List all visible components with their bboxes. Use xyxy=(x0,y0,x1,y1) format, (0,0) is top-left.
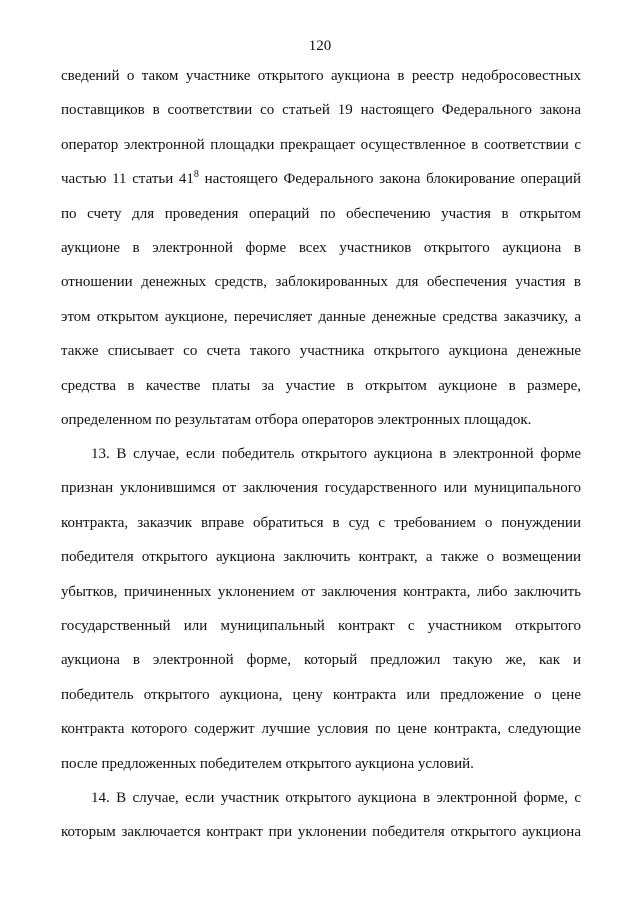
text-line: контракта, заказчик вправе обратиться в суд с требованием о понуждении xyxy=(61,514,581,531)
text-line: 14. В случае, если участник открытого аукциона в электронной форме, с xyxy=(91,790,581,806)
text-line: сведений о таком участнике открытого аукциона в реестр недобросовестных xyxy=(61,68,581,84)
line-text-before-superscript: частью 11 статьи 41 xyxy=(61,171,194,188)
page-number: 120 xyxy=(308,38,332,54)
text-line: поставщиков в соответствии со статьей 19 настоящего Федерального закона xyxy=(61,102,581,119)
paragraph-14 xyxy=(61,781,581,850)
text-line: аукционе в электронной форме всех участников открытого аукциона в xyxy=(61,239,581,256)
text-line: контракта которого содержит лучшие условия по цене контракта, следующие xyxy=(61,721,581,738)
text-line: победителя открытого аукциона заключить контракт, а также о возмещении xyxy=(61,549,581,566)
text-line: убытков, причиненных уклонением от заключения контракта, либо заключить xyxy=(61,583,581,600)
text-line: средства в качестве платы за участие в открытом аукционе в размере, xyxy=(61,377,581,394)
text-line: отношении денежных средств, заблокированных для обеспечения участия в xyxy=(61,274,581,291)
text-line: определенном по результатам отбора операторов электронных площадок. xyxy=(61,411,532,428)
text-line: которым заключается контракт при уклонении победителя открытого аукциона xyxy=(61,824,581,841)
paragraph-13 xyxy=(61,437,581,781)
text-line: аукциона в электронной форме, который предложил такую же, как и xyxy=(61,652,581,669)
paragraph-continued xyxy=(61,59,581,437)
text-line: после предложенных победителем открытого аукциона условий. xyxy=(61,755,474,772)
text-line: победитель открытого аукциона, цену контракта или предложение о цене xyxy=(61,686,581,703)
text-line: этом открытом аукционе, перечисляет данные денежные средства заказчику, а xyxy=(61,308,581,325)
text-line xyxy=(61,162,581,196)
text-line: государственный или муниципальный контракт с участником открытого xyxy=(61,617,581,634)
superscript: 8 xyxy=(193,169,199,181)
text-line: по счету для проведения операций по обеспечению участия в открытом xyxy=(61,205,581,222)
text-line: признан уклонившимся от заключения государственного или муниципального xyxy=(61,480,581,497)
text-line: оператор электронной площадки прекращает осуществленное в соответствии с xyxy=(61,136,581,153)
text-line: также списывает со счета такого участника открытого аукциона денежные xyxy=(61,343,581,360)
line-text-after-superscript: настоящего Федерального закона блокирование операций xyxy=(198,171,581,188)
text-line: 13. В случае, если победитель открытого аукциона в электронной форме xyxy=(91,446,581,462)
